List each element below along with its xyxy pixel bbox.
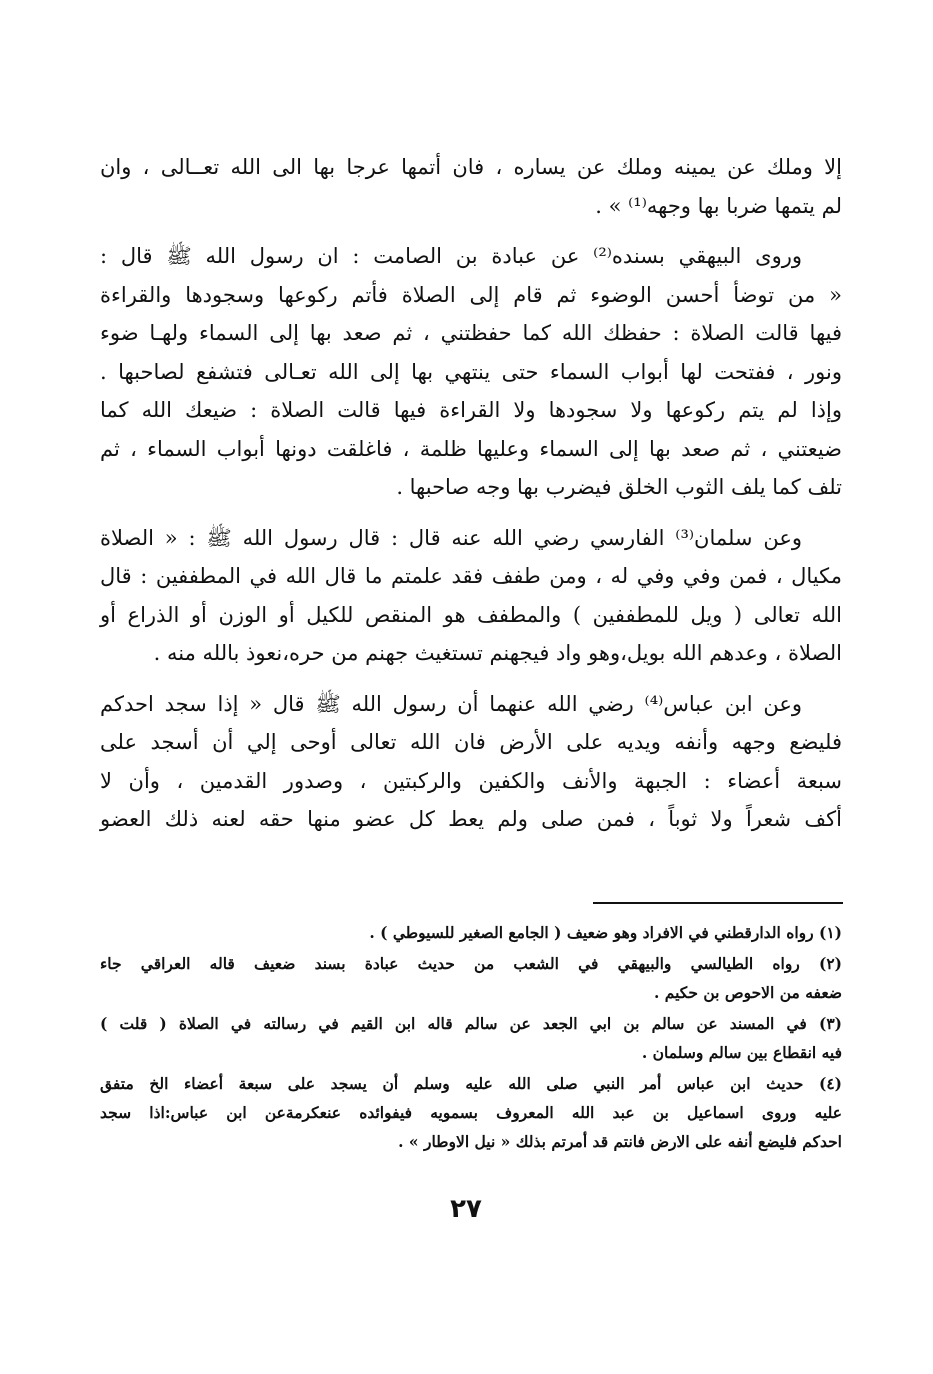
text-line: أكف شعراً ولا ثوباً ، فمن صلى ولم يعط كل عضو منها حقه لعنه ذلك العضو (100, 807, 842, 831)
text-line: سبعة أعضاء : الجبهة والأنف والكفين والركبتين ، وصدور القدمين ، وأن لا (100, 768, 842, 793)
footnotes (100, 918, 842, 1158)
paragraph-1 (100, 148, 842, 225)
text-line: الله تعالى ( ويل للمطففين ) والمطفف هو المنقص للكيل أو الوزن أو الذراع أو (100, 602, 842, 627)
footnote-line: عليه وروى اسماعيل بن عبد الله المعروف بسمويه فيفوائده عنعكرمةعن ابن عباس:اذا سجد (100, 1103, 842, 1122)
text-line: الصلاة ، وعدهم الله بويل،وهو واد فيجهنم تستغيث جهنم من حره،نعوذ بالله منه . (153, 641, 842, 665)
text-line: ونور ، ففتحت لها أبواب السماء حتى ينتهي بها إلى الله تعـالى فتشفع لصاحبها . (100, 359, 842, 384)
footnote-1 (100, 918, 842, 947)
footnote-line: (٢) رواه الطيالسي والبيهقي في الشعب من حديث عبادة بسند ضعيف قاله العراقي جاء (100, 954, 842, 973)
text-line: لم يتمها ضربا بها وجهه⁽¹⁾ » . (595, 193, 842, 218)
footnote-line: احدكم فليضع أنفه على الارض فانتم قد أمرتم بذلك « نيل الاوطار » . (398, 1132, 842, 1151)
page-number: ٢٧ (450, 1194, 482, 1224)
text-line: وروى البيهقي بسنده⁽²⁾ عن عبادة بن الصامت : ان رسول الله ﷺ قال : (100, 244, 802, 268)
text-line: فليضع وجهه وأنفه ويديه على الأرض فان الله تعالى أوحى إلي أن أسجد على (100, 730, 842, 754)
text-line: ضيعتني ، ثم صعد بها إلى السماء وعليها ظلمة ، فاغلقت دونها أبواب السماء ، ثم (100, 436, 842, 461)
text-line: مكيال ، فمن وفي وفي له ، ومن طفف فقد علمتم ما قال الله في المطففين : قال (100, 564, 842, 588)
text-line: « من توضأ أحسن الوضوء ثم قام إلى الصلاة فأتم ركوعها وسجودها والقراءة (100, 282, 842, 307)
footnote-4 (100, 1069, 842, 1156)
footnote-line: (٣) في المسند عن سالم بن ابي الجعد عن سالم قاله ابن القيم في رسالته في الصلاة ( قلت ) (100, 1014, 842, 1033)
footnote-line: فيه انقطاع بين سالم وسلمان . (641, 1043, 842, 1062)
text-line: وعن ابن عباس⁽⁴⁾ رضي الله عنهما أن رسول الله ﷺ قال « إذا سجد احدكم (100, 691, 802, 716)
paragraph-4 (100, 685, 842, 839)
footnote-3 (100, 1009, 842, 1067)
text-line: إلا وملك عن يمينه وملك عن يساره ، فان أتمها عرجا بها الى الله تعــالى ، وان (100, 155, 842, 179)
text-line: وعن سلمان⁽³⁾ الفارسي رضي الله عنه قال : قال رسول الله ﷺ : « الصلاة (100, 525, 803, 550)
footnote-line: ضعفه من الاحوص بن حكيم . (654, 983, 842, 1002)
text-line: وإذا لم يتم ركوعها ولا سجودها ولا القراءة فيها قالت الصلاة : ضيعك الله كما (100, 398, 842, 422)
footnote-2 (100, 949, 842, 1007)
paragraph-3 (100, 519, 842, 673)
paragraph-2 (100, 237, 842, 507)
footnote-line: (١) رواه الدارقطني في الافراد وهو ضعيف ( الجامع الصغير للسيوطي ) . (369, 923, 842, 942)
main-text (100, 148, 842, 839)
footnote-line: (٤) حديث ابن عباس أمر النبي صلى الله عليه وسلم أن يسجد على سبعة أعضاء الخ متفق (100, 1074, 842, 1093)
footnote-divider (593, 902, 843, 904)
text-line: تلف كما يلف الثوب الخلق فيضرب بها وجه صاحبها . (396, 475, 842, 499)
text-line: فيها قالت الصلاة : حفظك الله كما حفظتني ، ثم صعد بها إلى السماء ولهـا ضوء (100, 321, 842, 345)
